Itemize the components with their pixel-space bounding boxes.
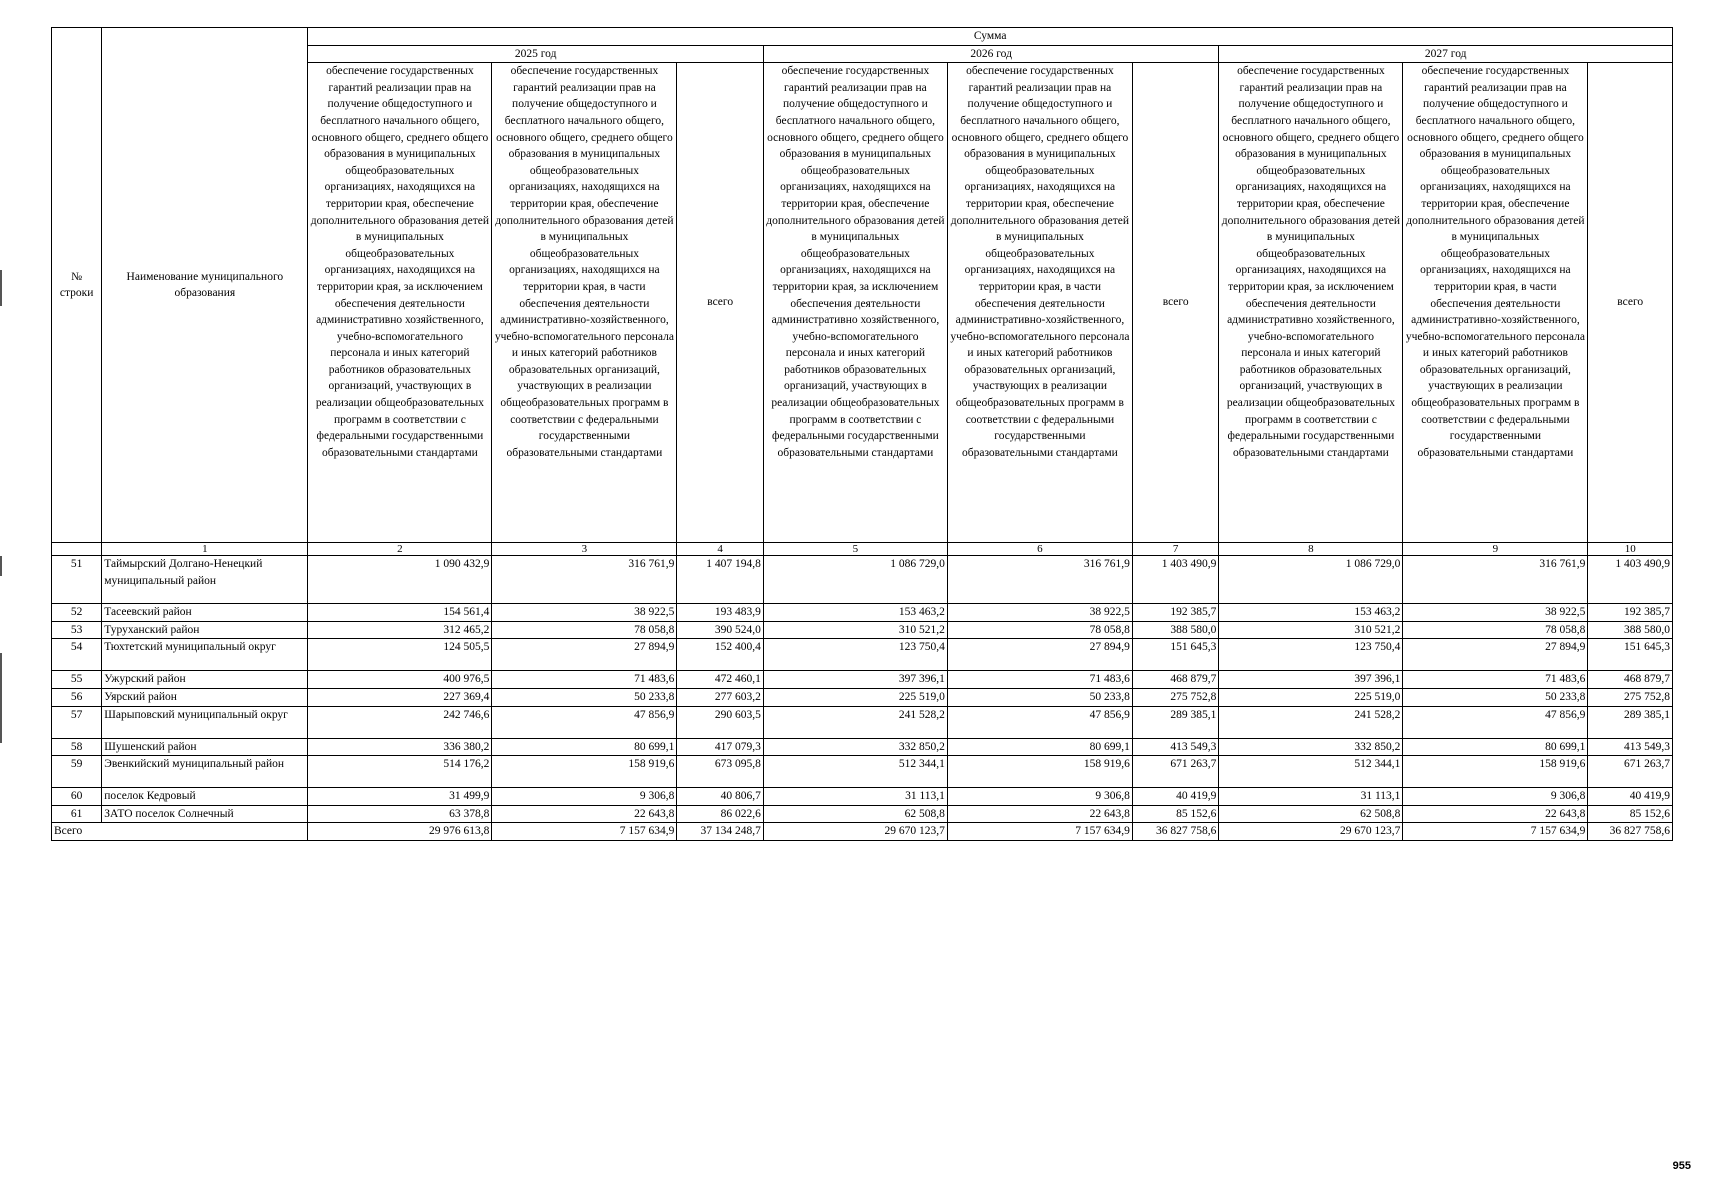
column-number: 5 [763,543,947,556]
amount-cell: 336 380,2 [308,738,492,756]
amount-cell: 31 499,9 [308,788,492,806]
amount-cell: 512 344,1 [763,756,947,788]
column-number: 10 [1588,543,1673,556]
amount-cell: 289 385,1 [1588,706,1673,738]
amount-cell: 193 483,9 [677,604,763,622]
table-row [52,788,1673,806]
amount-cell: 512 344,1 [1219,756,1403,788]
amount-cell: 192 385,7 [1588,604,1673,622]
amount-cell: 151 645,3 [1132,639,1218,671]
header-desc-2025-a: обеспечение государственных гарантий реализации прав на получение общедоступного и бесплатного начального общего, основного общего, среднего общего образования в муниципальных общеобразовательных организациях, находящихся на территории края, обеспечение дополнительного образования детей в муниципальных общеобразовательных организациях, находящихся на территории края, за исключением обеспечения деятельности административно хозяйственного, учебно-вспомогательного персонала и иных категорий работников образовательных организаций, участвующих в реализации общеобразовательных программ в соответствии с федеральными государственными образовательными стандартами [308,63,492,543]
document-sheet [51,27,1673,841]
municipality-name: Тасеевский район [102,604,308,622]
total-amount-cell: 29 670 123,7 [1219,823,1403,841]
amount-cell: 413 549,3 [1132,738,1218,756]
row-number: 58 [52,738,102,756]
header-desc-2027-b: обеспечение государственных гарантий реализации прав на получение общедоступного и бесплатного начального общего, основного общего, среднего общего образования в муниципальных общеобразовательных организациях, находящихся на территории края, обеспечение дополнительного образования детей в муниципальных общеобразовательных организациях, находящихся на территории края, в части обеспечения деятельности административно-хозяйственного, учебно-вспомогательного персонала и иных категорий работников образовательных организаций, участвующих в реализации общеобразовательных программ в соответствии с федеральными государственными образовательными стандартами [1403,63,1588,543]
total-amount-cell: 29 976 613,8 [308,823,492,841]
header-year-2025: 2025 год [308,45,764,63]
table-row [52,621,1673,639]
amount-cell: 468 879,7 [1588,671,1673,689]
amount-cell: 78 058,8 [1403,621,1588,639]
total-amount-cell: 37 134 248,7 [677,823,763,841]
amount-cell: 673 095,8 [677,756,763,788]
column-number: 7 [1132,543,1218,556]
amount-cell: 153 463,2 [1219,604,1403,622]
amount-cell: 62 508,8 [763,805,947,823]
header-total-2027: всего [1588,63,1673,543]
amount-cell: 86 022,6 [677,805,763,823]
municipality-name: Эвенкийский муниципальный район [102,756,308,788]
amount-cell: 158 919,6 [947,756,1132,788]
header-sum: Сумма [308,28,1673,46]
amount-cell: 332 850,2 [763,738,947,756]
scan-edge-mark [0,556,2,576]
table-row [52,556,1673,604]
amount-cell: 78 058,8 [492,621,677,639]
subvention-table [51,27,1673,841]
amount-cell: 1 090 432,9 [308,556,492,604]
row-number: 61 [52,805,102,823]
row-number: 53 [52,621,102,639]
amount-cell: 71 483,6 [492,671,677,689]
amount-cell: 397 396,1 [1219,671,1403,689]
amount-cell: 316 761,9 [492,556,677,604]
amount-cell: 290 603,5 [677,706,763,738]
amount-cell: 241 528,2 [763,706,947,738]
header-name: Наименование муниципального образования [102,28,308,543]
amount-cell: 40 419,9 [1132,788,1218,806]
header-desc-2026-a: обеспечение государственных гарантий реализации прав на получение общедоступного и бесплатного начального общего, основного общего, среднего общего образования в муниципальных общеобразовательных организациях, находящихся на территории края, обеспечение дополнительного образования детей в муниципальных общеобразовательных организациях, находящихся на территории края, за исключением обеспечения деятельности административно хозяйственного, учебно-вспомогательного персонала и иных категорий работников образовательных организаций, участвующих в реализации общеобразовательных программ в соответствии с федеральными государственными образовательными стандартами [763,63,947,543]
amount-cell: 85 152,6 [1588,805,1673,823]
amount-cell: 40 806,7 [677,788,763,806]
row-number: 56 [52,688,102,706]
table-row [52,738,1673,756]
amount-cell: 275 752,8 [1132,688,1218,706]
amount-cell: 62 508,8 [1219,805,1403,823]
amount-cell: 468 879,7 [1132,671,1218,689]
amount-cell: 123 750,4 [763,639,947,671]
header-desc-2027-a: обеспечение государственных гарантий реализации прав на получение общедоступного и бесплатного начального общего, основного общего, среднего общего образования в муниципальных общеобразовательных организациях, находящихся на территории края, обеспечение дополнительного образования детей в муниципальных общеобразовательных организациях, находящихся на территории края, за исключением обеспечения деятельности административно хозяйственного, учебно-вспомогательного персонала и иных категорий работников образовательных организаций, участвующих в реализации общеобразовательных программ в соответствии с федеральными государственными образовательными стандартами [1219,63,1403,543]
amount-cell: 413 549,3 [1588,738,1673,756]
scan-edge-mark [0,653,2,743]
header-year-2026: 2026 год [763,45,1219,63]
table-row [52,671,1673,689]
amount-cell: 514 176,2 [308,756,492,788]
municipality-name: Туруханский район [102,621,308,639]
table-row [52,688,1673,706]
total-amount-cell: 7 157 634,9 [492,823,677,841]
amount-cell: 417 079,3 [677,738,763,756]
amount-cell: 388 580,0 [1588,621,1673,639]
row-number: 57 [52,706,102,738]
total-amount-cell: 29 670 123,7 [763,823,947,841]
amount-cell: 38 922,5 [492,604,677,622]
amount-cell: 124 505,5 [308,639,492,671]
row-number: 59 [52,756,102,788]
amount-cell: 154 561,4 [308,604,492,622]
amount-cell: 671 263,7 [1132,756,1218,788]
amount-cell: 1 407 194,8 [677,556,763,604]
column-number: 9 [1403,543,1588,556]
amount-cell: 225 519,0 [763,688,947,706]
column-number: 8 [1219,543,1403,556]
amount-cell: 158 919,6 [492,756,677,788]
amount-cell: 310 521,2 [763,621,947,639]
amount-cell: 400 976,5 [308,671,492,689]
row-number: 51 [52,556,102,604]
total-amount-cell: 36 827 758,6 [1588,823,1673,841]
column-number-row [52,543,1673,556]
header-year-2027: 2027 год [1219,45,1673,63]
column-number: 4 [677,543,763,556]
municipality-name: Уярский район [102,688,308,706]
column-number: 1 [102,543,308,556]
amount-cell: 225 519,0 [1219,688,1403,706]
page-number: 955 [1672,1160,1691,1172]
header-desc-2026-b: обеспечение государственных гарантий реализации прав на получение общедоступного и бесплатного начального общего, основного общего, среднего общего образования в муниципальных общеобразовательных организациях, находящихся на территории края, обеспечение дополнительного образования детей в муниципальных общеобразовательных организациях, находящихся на территории края, в части обеспечения деятельности административно-хозяйственного, учебно-вспомогательного персонала и иных категорий работников образовательных организаций, участвующих в реализации общеобразовательных программ в соответствии с федеральными государственными образовательными стандартами [947,63,1132,543]
table-row [52,706,1673,738]
amount-cell: 80 699,1 [1403,738,1588,756]
amount-cell: 227 369,4 [308,688,492,706]
amount-cell: 31 113,1 [763,788,947,806]
header-row-no: № строки [52,28,102,543]
amount-cell: 27 894,9 [492,639,677,671]
amount-cell: 22 643,8 [1403,805,1588,823]
municipality-name: поселок Кедровый [102,788,308,806]
amount-cell: 71 483,6 [947,671,1132,689]
amount-cell: 38 922,5 [947,604,1132,622]
municipality-name: Таймырский Долгано-Ненецкий муниципальный район [102,556,308,604]
amount-cell: 242 746,6 [308,706,492,738]
municipality-name: Тюхтетский муниципальный округ [102,639,308,671]
scan-edge-mark [0,270,2,306]
amount-cell: 1 403 490,9 [1588,556,1673,604]
row-number: 60 [52,788,102,806]
total-amount-cell: 7 157 634,9 [947,823,1132,841]
municipality-name: ЗАТО поселок Солнечный [102,805,308,823]
amount-cell: 1 086 729,0 [1219,556,1403,604]
header-desc-2025-b: обеспечение государственных гарантий реализации прав на получение общедоступного и бесплатного начального общего, основного общего, среднего общего образования в муниципальных общеобразовательных организациях, находящихся на территории края, обеспечение дополнительного образования детей в муниципальных общеобразовательных организациях, находящихся на территории края, в части обеспечения деятельности административно-хозяйственного, учебно-вспомогательного персонала и иных категорий работников образовательных организаций, участвующих в реализации общеобразовательных программ в соответствии с федеральными государственными образовательными стандартами [492,63,677,543]
amount-cell: 153 463,2 [763,604,947,622]
amount-cell: 316 761,9 [1403,556,1588,604]
row-number: 55 [52,671,102,689]
column-number: 6 [947,543,1132,556]
amount-cell: 78 058,8 [947,621,1132,639]
amount-cell: 390 524,0 [677,621,763,639]
municipality-name: Шарыповский муниципальный округ [102,706,308,738]
amount-cell: 31 113,1 [1219,788,1403,806]
amount-cell: 397 396,1 [763,671,947,689]
amount-cell: 50 233,8 [1403,688,1588,706]
amount-cell: 1 086 729,0 [763,556,947,604]
amount-cell: 316 761,9 [947,556,1132,604]
amount-cell: 85 152,6 [1132,805,1218,823]
total-label: Всего [52,823,308,841]
amount-cell: 38 922,5 [1403,604,1588,622]
amount-cell: 312 465,2 [308,621,492,639]
amount-cell: 63 378,8 [308,805,492,823]
row-number: 54 [52,639,102,671]
row-number: 52 [52,604,102,622]
header-row-sum [52,28,1673,46]
amount-cell: 40 419,9 [1588,788,1673,806]
header-total-2025: всего [677,63,763,543]
total-row [52,823,1673,841]
amount-cell: 472 460,1 [677,671,763,689]
total-amount-cell: 36 827 758,6 [1132,823,1218,841]
header-total-2026: всего [1132,63,1218,543]
municipality-name: Ужурский район [102,671,308,689]
amount-cell: 192 385,7 [1132,604,1218,622]
amount-cell: 50 233,8 [492,688,677,706]
municipality-name: Шушенский район [102,738,308,756]
column-number: 3 [492,543,677,556]
amount-cell: 71 483,6 [1403,671,1588,689]
table-row [52,639,1673,671]
amount-cell: 310 521,2 [1219,621,1403,639]
amount-cell: 22 643,8 [947,805,1132,823]
amount-cell: 27 894,9 [1403,639,1588,671]
amount-cell: 151 645,3 [1588,639,1673,671]
table-row [52,805,1673,823]
amount-cell: 1 403 490,9 [1132,556,1218,604]
amount-cell: 80 699,1 [492,738,677,756]
amount-cell: 275 752,8 [1588,688,1673,706]
amount-cell: 47 856,9 [947,706,1132,738]
amount-cell: 158 919,6 [1403,756,1588,788]
amount-cell: 152 400,4 [677,639,763,671]
amount-cell: 9 306,8 [1403,788,1588,806]
amount-cell: 47 856,9 [492,706,677,738]
amount-cell: 671 263,7 [1588,756,1673,788]
amount-cell: 27 894,9 [947,639,1132,671]
table-row [52,604,1673,622]
amount-cell: 80 699,1 [947,738,1132,756]
table-row [52,756,1673,788]
amount-cell: 50 233,8 [947,688,1132,706]
amount-cell: 9 306,8 [947,788,1132,806]
amount-cell: 9 306,8 [492,788,677,806]
amount-cell: 388 580,0 [1132,621,1218,639]
amount-cell: 47 856,9 [1403,706,1588,738]
amount-cell: 241 528,2 [1219,706,1403,738]
amount-cell: 22 643,8 [492,805,677,823]
column-number-empty [52,543,102,556]
amount-cell: 277 603,2 [677,688,763,706]
amount-cell: 332 850,2 [1219,738,1403,756]
amount-cell: 123 750,4 [1219,639,1403,671]
amount-cell: 289 385,1 [1132,706,1218,738]
column-number: 2 [308,543,492,556]
total-amount-cell: 7 157 634,9 [1403,823,1588,841]
